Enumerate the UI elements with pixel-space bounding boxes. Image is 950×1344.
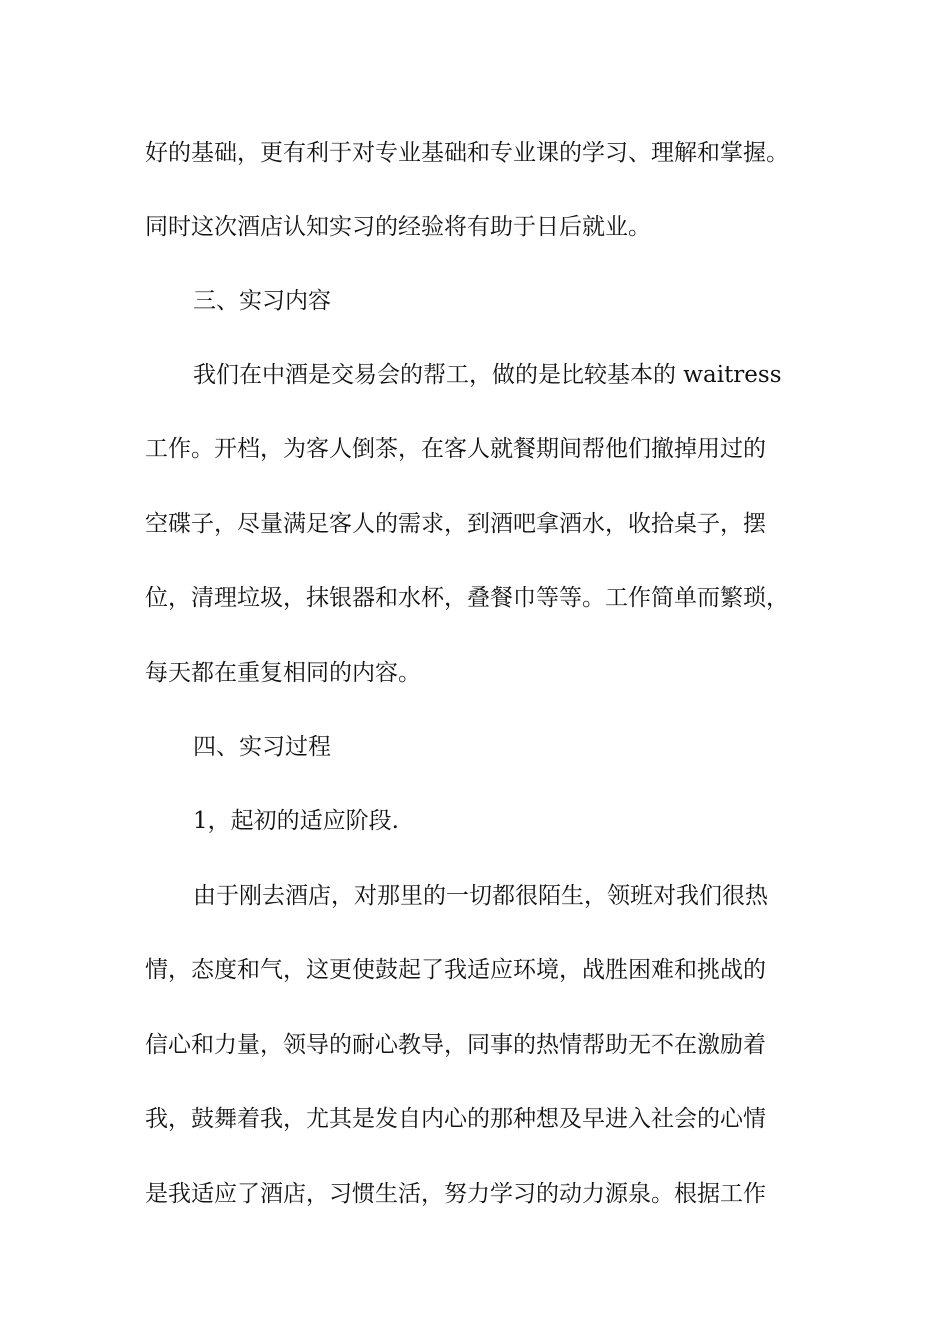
text-line: 每天都在重复相同的内容。 xyxy=(145,660,421,686)
text-line: 由于刚去酒店，对那里的一切都很陌生，领班对我们很热 xyxy=(193,883,768,909)
text-line: 是我适应了酒店，习惯生活，努力学习的动力源泉。根据工作 xyxy=(145,1181,766,1207)
text-line: 信心和力量，领导的耐心教导，同事的热情帮助无不在激励着 xyxy=(145,1032,766,1058)
text-line: 我，鼓舞着我，尤其是发自内心的那种想及早进入社会的心情 xyxy=(145,1106,766,1132)
text-line: 空碟子，尽量满足客人的需求，到酒吧拿酒水，收拾桌子，摆 xyxy=(145,511,766,537)
text-line: 同时这次酒店认知实习的经验将有助于日后就业。 xyxy=(145,214,651,240)
text-line: 好的基础，更有利于对专业基础和专业课的学习、理解和掌握。 xyxy=(145,140,789,166)
text-line: 情，态度和气，这更使鼓起了我适应环境，战胜困难和挑战的 xyxy=(145,957,766,983)
text-line: 工作。开档，为客人倒茶，在客人就餐期间帮他们撤掉用过的 xyxy=(145,436,766,462)
subsection-heading: 1，起初的适应阶段. xyxy=(193,808,399,834)
section-heading: 四、实习过程 xyxy=(193,734,331,760)
text-line: 位，清理垃圾，抹银器和水杯，叠餐巾等等。工作简单而繁琐， xyxy=(145,585,789,611)
text-line: 我们在中酒是交易会的帮工，做的是比较基本的 waitress xyxy=(193,362,782,388)
section-heading: 三、实习内容 xyxy=(193,288,331,314)
